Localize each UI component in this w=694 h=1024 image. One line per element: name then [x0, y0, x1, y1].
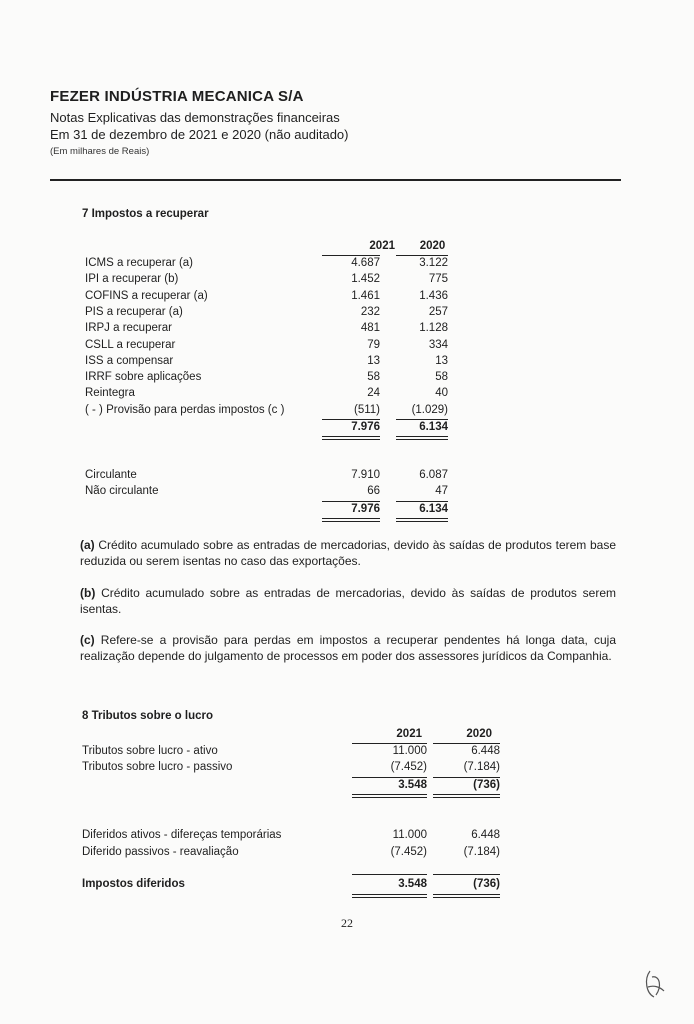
- table-row: [85, 306, 455, 322]
- table-row: [85, 257, 455, 273]
- row-label: Circulante: [85, 469, 137, 481]
- row-label: Reintegra: [85, 387, 135, 400]
- footnote: [80, 585, 616, 617]
- row-label: CSLL a recuperar: [85, 338, 176, 351]
- table-row: [85, 371, 455, 387]
- total-row: [85, 421, 455, 437]
- col-header-2021: 2021: [369, 240, 395, 252]
- table-row: [82, 829, 502, 845]
- value-2021: 1.461: [351, 289, 380, 302]
- row-label: ( - ) Provisão para perdas impostos (c ): [85, 403, 285, 416]
- section-8-table: [82, 728, 502, 898]
- footnote-text: Crédito acumulado sobre as entradas de mercadorias, devido às saídas de produtos terem base reduzida ou serem isentas no caso das exportações.: [80, 538, 616, 568]
- table-row: [85, 485, 455, 501]
- value-2021: 58: [367, 371, 380, 384]
- value-2021: 481: [360, 322, 380, 335]
- value-2020: 6.448: [471, 829, 500, 841]
- value-2021: 7.976: [351, 502, 380, 515]
- value-2021: 232: [360, 305, 380, 318]
- value-2020: (7.184): [463, 846, 500, 859]
- row-label: IRRF sobre aplicações: [85, 371, 202, 384]
- value-2020: 775: [428, 273, 448, 286]
- value-2021: 7.976: [351, 421, 380, 433]
- table-row: [82, 761, 502, 777]
- report-date: Em 31 de dezembro de 2021 e 2020 (não auditado): [50, 127, 349, 142]
- row-label: Impostos diferidos: [82, 877, 185, 890]
- value-2020: (736): [473, 877, 500, 890]
- row-label: Diferidos ativos - difereças temporárias: [82, 829, 282, 841]
- value-2020: (7.184): [463, 761, 500, 774]
- row-label: Tributos sobre lucro - passivo: [82, 761, 233, 774]
- page-number: 22: [341, 916, 353, 930]
- value-2020: 40: [435, 387, 448, 400]
- value-2021: 13: [367, 354, 380, 367]
- footnote-tag: (a): [80, 538, 95, 552]
- row-label: ISS a compensar: [85, 354, 174, 367]
- row-label: IRPJ a recuperar: [85, 322, 172, 335]
- table-row: [85, 339, 455, 355]
- section-7-title: 7 Impostos a recuperar: [82, 208, 209, 220]
- value-2021: 4.687: [351, 257, 380, 269]
- col-header-2020: 2020: [466, 728, 492, 740]
- report-title: Notas Explicativas das demonstrações financeiras: [50, 110, 340, 125]
- row-label: IPI a recuperar (b): [85, 273, 179, 286]
- footnote-text: Crédito acumulado sobre as entradas de mercadorias, devido às saídas de produtos serem isentas.: [80, 586, 616, 616]
- value-2021: 24: [367, 387, 380, 400]
- value-2020: 47: [435, 485, 448, 498]
- value-2021: 79: [367, 338, 380, 351]
- value-2020: (1.029): [411, 403, 448, 416]
- col-header-2021: 2021: [396, 728, 422, 740]
- table-row: [85, 322, 455, 338]
- handwritten-initials: [640, 965, 670, 1005]
- total-row: [82, 878, 502, 894]
- value-2021: 11.000: [392, 829, 427, 841]
- row-label: COFINS a recuperar (a): [85, 289, 208, 302]
- value-2021: (511): [354, 403, 380, 416]
- table-row: [85, 290, 455, 306]
- footnote-text: Refere-se a provisão para perdas em impostos a recuperar pendentes há longa data, cuja realização depende do julgamento de processos em poder dos assessores jurídicos da Companhia.: [80, 633, 616, 663]
- company-name: FEZER INDÚSTRIA MECANICA S/A: [50, 88, 304, 105]
- value-2020: 6.448: [471, 745, 500, 757]
- table-row: [82, 745, 502, 761]
- row-label: Diferido passivos - reavaliação: [82, 846, 239, 859]
- value-2021: (7.452): [390, 846, 427, 859]
- value-2021: 3.548: [398, 877, 427, 890]
- col-header-2020: 2020: [419, 240, 446, 252]
- value-2020: 6.134: [419, 502, 448, 515]
- footnote-tag: (c): [80, 633, 95, 647]
- value-2020: 6.087: [419, 469, 448, 481]
- value-2021: 66: [367, 485, 380, 498]
- value-2020: 257: [428, 305, 448, 318]
- value-2020: 58: [435, 371, 448, 384]
- header-divider: [50, 179, 621, 181]
- value-2021: (7.452): [390, 761, 427, 774]
- total-row: [82, 779, 502, 795]
- total-row: [85, 503, 455, 519]
- value-2021: 3.548: [398, 778, 427, 791]
- footnote: [80, 537, 616, 569]
- footnote: [80, 632, 616, 664]
- table-row: [85, 387, 455, 403]
- footnote-tag: (b): [80, 586, 96, 600]
- row-label: Não circulante: [85, 485, 159, 498]
- value-2021: 1.452: [351, 273, 380, 286]
- row-label: ICMS a recuperar (a): [85, 257, 194, 269]
- value-2020: 13: [435, 354, 448, 367]
- row-label: PIS a recuperar (a): [85, 305, 183, 318]
- currency-note: (Em milhares de Reais): [50, 146, 150, 157]
- value-2020: 3.122: [419, 257, 448, 269]
- table-row: [82, 846, 502, 862]
- table-row: [85, 355, 455, 371]
- value-2021: 11.000: [392, 745, 427, 757]
- section-8-title: 8 Tributos sobre o lucro: [82, 710, 213, 722]
- table-row: [85, 469, 455, 485]
- value-2021: 7.910: [351, 469, 380, 481]
- value-2020: 334: [428, 338, 448, 351]
- value-2020: 1.436: [419, 289, 448, 302]
- table-row: [85, 404, 455, 420]
- row-label: Tributos sobre lucro - ativo: [82, 745, 218, 757]
- section-7-table: [85, 240, 455, 530]
- value-2020: 6.134: [419, 421, 448, 433]
- table-row: [85, 273, 455, 289]
- value-2020: 1.128: [419, 322, 448, 335]
- value-2020: (736): [473, 778, 500, 791]
